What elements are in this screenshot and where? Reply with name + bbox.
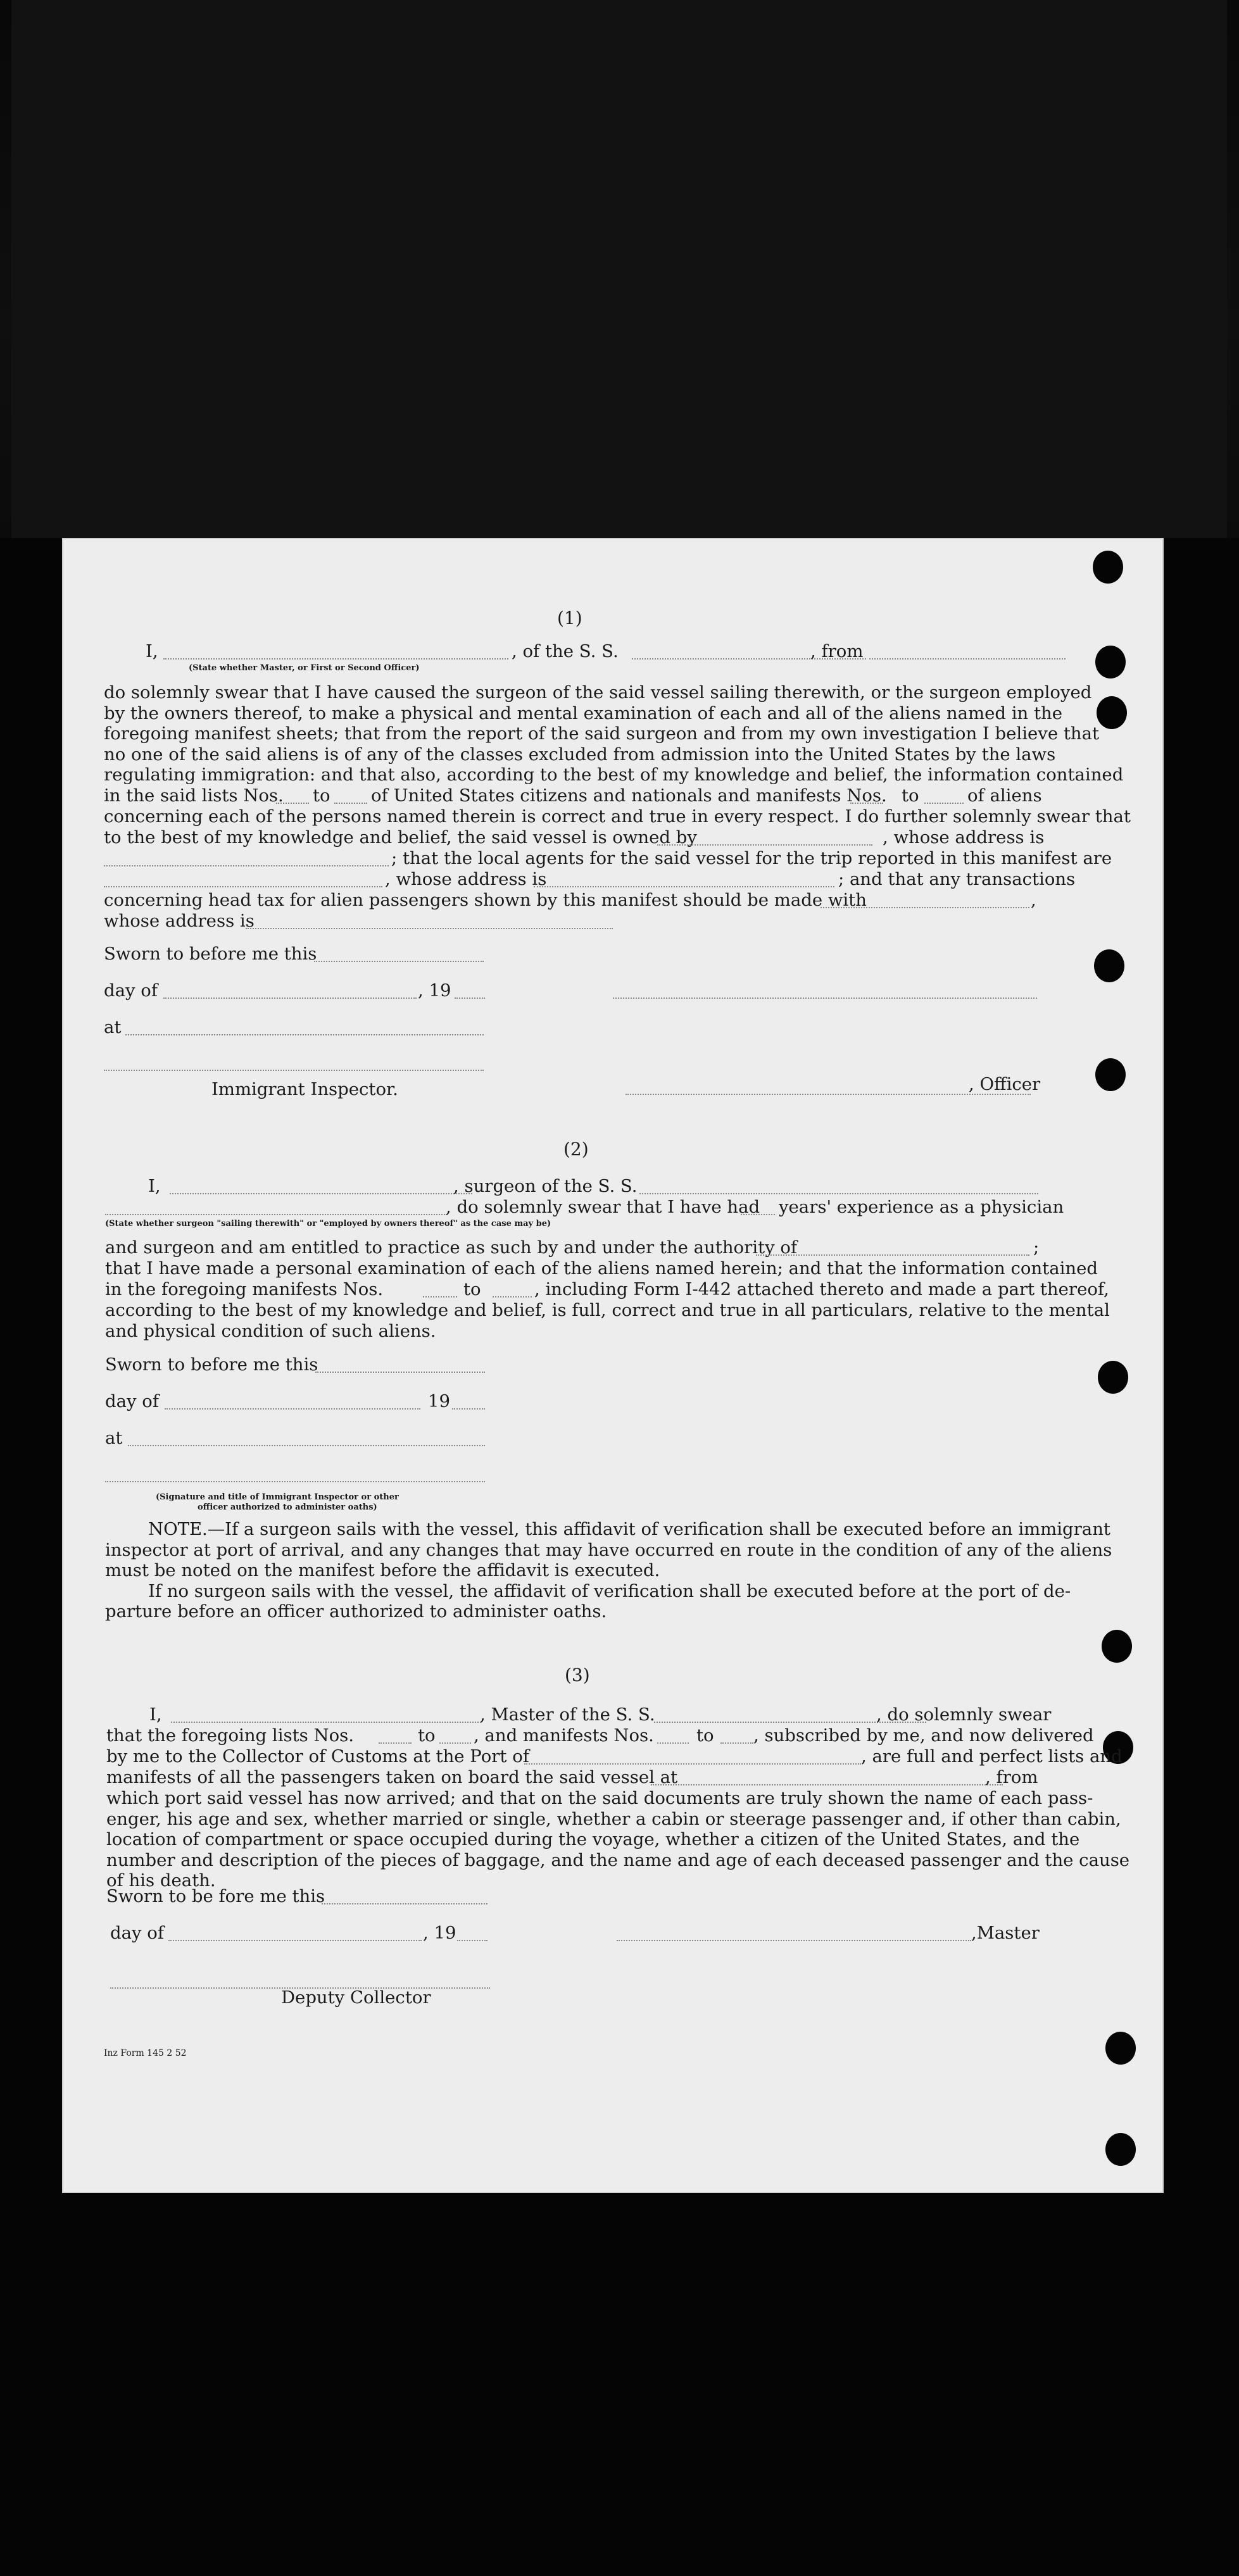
section-1-line: no one of the said aliens is of any of the classes excluded from admission into the United States by the laws xyxy=(104,744,1056,765)
section-2-surgeon-of: , surgeon of the S. S. xyxy=(453,1176,638,1196)
section-1-line: foregoing manifest sheets; that from the report of the said surgeon and from my own investigation I believe that xyxy=(104,723,1100,744)
section-1-line: do solemnly swear that I have caused the surgeon of the said vessel sailing therewith, or the surgeon employed xyxy=(104,682,1092,703)
section-3-to: to xyxy=(418,1725,436,1746)
section-3-day-field[interactable] xyxy=(168,1940,422,1941)
section-2-swear: , do solemnly swear that I have had xyxy=(446,1197,760,1217)
section-3-collector: by me to the Collector of Customs at the Port of xyxy=(106,1746,529,1766)
section-2-years: years' experience as a physician xyxy=(779,1197,1064,1217)
section-3-lists-from-field[interactable] xyxy=(379,1742,412,1744)
years-field[interactable] xyxy=(741,1214,775,1215)
section-3-sworn-field[interactable] xyxy=(322,1903,487,1904)
section-3-full-lists: , are full and perfect lists and xyxy=(861,1746,1123,1766)
section-1-of-aliens: of aliens xyxy=(967,785,1042,806)
section-3-subscribed: , subscribed by me, and now delivered xyxy=(753,1725,1094,1746)
section-3-intro: I, xyxy=(149,1704,162,1725)
section-3-master: ,Master xyxy=(971,1923,1040,1943)
section-1-owner-address-label: , whose address is xyxy=(883,827,1045,847)
section-1-agents-address-label: , whose address is xyxy=(385,869,547,889)
section-2-authority: and surgeon and am entitled to practice as such by and under the authority of xyxy=(105,1237,798,1258)
section-1-head-tax: concerning head tax for alien passengers shown by this manifest should be made with xyxy=(104,890,867,910)
surgeon-status-field[interactable] xyxy=(105,1214,447,1215)
scan-film-strip xyxy=(11,0,1227,538)
section-3-manifests-to-field[interactable] xyxy=(720,1742,753,1744)
section-1-transactions: ; and that any transactions xyxy=(838,869,1076,889)
section-1-manifests-label: of United States citizens and nationals and manifests Nos. xyxy=(371,785,887,806)
section-3-master-of: , Master of the S. S. xyxy=(480,1704,655,1725)
owner-address-field[interactable] xyxy=(104,865,389,866)
master-signature-field[interactable] xyxy=(617,1940,971,1941)
section-3-taken-on-board: manifests of all the passengers taken on board the said vessel at xyxy=(106,1767,678,1787)
section-2-day-field[interactable] xyxy=(165,1408,420,1410)
manifests-to-field[interactable] xyxy=(924,803,964,804)
section-3-to-2: to xyxy=(696,1725,714,1746)
section-2-signature-hint-2: officer authorized to administer oaths) xyxy=(198,1503,377,1512)
section-3-year: , 19 xyxy=(423,1923,456,1943)
section-2-to: to xyxy=(463,1279,481,1299)
authority-field[interactable] xyxy=(756,1254,1029,1256)
surgeon-note: NOTE.—If a surgeon sails with the vessel, this affidavit of verification shall be executed before an immigrant inspector at port of arrival, and any changes that may have occurred en route in the condition of any of the aliens must be noted on the manifest before the affidavit is executed. If no surgeon sails with the vessel, the affidavit of verification shall be executed before at the port of de- parture before an officer authorized to administer oaths. xyxy=(105,1519,1112,1622)
section-3-manifests-from-field[interactable] xyxy=(657,1742,689,1744)
section-1-to-2: to xyxy=(902,785,919,806)
section-2-at-field[interactable] xyxy=(128,1445,485,1446)
section-1-body xyxy=(104,682,1124,785)
section-2-line-4: that I have made a personal examination of each of the aliens named herein; and that the information contained xyxy=(105,1258,1098,1279)
section-2-manifests-to-field[interactable] xyxy=(493,1296,532,1297)
section-1-lists-label: in the said lists Nos. xyxy=(104,785,284,806)
from-port-field[interactable] xyxy=(869,658,1066,660)
section-3-lists-label: that the foregoing lists Nos. xyxy=(106,1725,354,1746)
section-1-year: , 19 xyxy=(418,980,451,1001)
section-3-lists-to-field[interactable] xyxy=(439,1742,471,1744)
section-3-day-of: day of xyxy=(110,1923,165,1943)
section-2-day-of: day of xyxy=(105,1391,160,1411)
head-tax-field[interactable] xyxy=(821,907,1029,908)
manifest-affidavit-page xyxy=(62,538,1164,2193)
section-2-form-i442: , including Form I-442 attached thereto and made a part thereof, xyxy=(534,1279,1109,1299)
section-1-line: by the owners thereof, to make a physical and mental examination of each and all of the aliens named in the xyxy=(104,703,1063,723)
section-2-manifests-from-field[interactable] xyxy=(423,1296,457,1297)
section-2-year-field[interactable] xyxy=(452,1408,485,1410)
section-1-whose-address: whose address is xyxy=(104,911,255,931)
day-of-field[interactable] xyxy=(163,997,417,999)
section-2-sworn: Sworn to before me this xyxy=(105,1354,318,1375)
section-1-day-of: day of xyxy=(104,980,158,1001)
section-3-body: which port said vessel has now arrived; and that on the said documents are truly shown the name of each pass- enger, his age and sex, whether married or single, whether a cabin or steerage passenger and, if other than cabin, location of compartment or space occupied during the voyage, whether a citizen of the United States, and the number and description of the pieces of baggage, and the name and age of each deceased passenger and the cause of his death. xyxy=(106,1788,1130,1891)
section-2-year: 19 xyxy=(428,1391,450,1411)
section-1-role-hint: (State whether Master, or First or Second Officer) xyxy=(189,663,420,673)
punch-hole xyxy=(1093,551,1123,584)
section-3-sworn: Sworn to be fore me this xyxy=(106,1886,325,1906)
surgeon-name-field[interactable] xyxy=(170,1193,472,1194)
section-2-sworn-field[interactable] xyxy=(315,1372,485,1373)
section-2-semicolon: ; xyxy=(1033,1237,1040,1258)
section-1-comma: , xyxy=(1031,890,1036,910)
section-1-sworn: Sworn to before me this xyxy=(104,944,317,964)
boarding-port-field[interactable] xyxy=(651,1784,1003,1785)
owner-field[interactable] xyxy=(657,844,872,846)
section-1-of-ss: , of the S. S. xyxy=(512,641,619,661)
punch-hole xyxy=(1095,1058,1126,1091)
section-2-line-6: according to the best of my knowledge and belief, is full, correct and true in all particulars, relative to the mental xyxy=(105,1300,1110,1320)
port-field[interactable] xyxy=(524,1763,861,1765)
section-2-intro: I, xyxy=(148,1176,161,1196)
punch-hole xyxy=(1097,696,1127,729)
section-1-intro: I, xyxy=(146,641,158,661)
section-1-agents: ; that the local agents for the said vessel for the trip reported in this manifest are xyxy=(391,848,1112,868)
section-3-manifests-label: , and manifests Nos. xyxy=(474,1725,654,1746)
sworn-date-field[interactable] xyxy=(314,961,484,962)
officer-signature-field[interactable] xyxy=(613,997,1037,999)
section-3-swear: , do solemnly swear xyxy=(876,1704,1052,1725)
section-1-officer: , Officer xyxy=(969,1074,1041,1094)
manifests-from-field[interactable] xyxy=(850,803,883,804)
punch-hole xyxy=(1095,646,1126,678)
lists-from-field[interactable] xyxy=(276,803,309,804)
section-1-from: , from xyxy=(810,641,864,661)
section-3-year-field[interactable] xyxy=(457,1940,487,1941)
at-place-field[interactable] xyxy=(125,1034,484,1035)
agents-address-field[interactable] xyxy=(534,886,834,887)
section-2-at: at xyxy=(105,1428,123,1448)
lists-to-field[interactable] xyxy=(334,803,367,804)
section-2-line-7: and physical condition of such aliens. xyxy=(105,1321,436,1341)
section-3-number: (3) xyxy=(565,1665,590,1685)
section-1-number: (1) xyxy=(557,608,582,628)
inspector-signature-field[interactable] xyxy=(104,1070,484,1071)
section-1-at: at xyxy=(104,1017,122,1037)
head-tax-address-field[interactable] xyxy=(246,928,613,929)
section-3-deputy: Deputy Collector xyxy=(281,1987,431,2008)
section-1-line-7: concerning each of the persons named therein is correct and true in every respect. I do further solemnly swear that xyxy=(104,806,1131,827)
section-3-from: , from xyxy=(985,1767,1038,1787)
section-2-hint: (State whether surgeon "sailing therewith" or "employed by owners thereof" as the case may be) xyxy=(105,1219,551,1229)
punch-hole xyxy=(1105,2032,1136,2065)
section-1-owned-by: to the best of my knowledge and belief, the said vessel is owned by xyxy=(104,827,697,847)
section-1-to: to xyxy=(313,785,330,806)
punch-hole xyxy=(1098,1361,1128,1394)
form-number: Inz Form 145 2 52 xyxy=(104,2048,187,2058)
section-2-signature-field[interactable] xyxy=(105,1481,485,1482)
section-2-number: (2) xyxy=(563,1139,589,1160)
master-name-field[interactable] xyxy=(171,1722,481,1723)
punch-hole xyxy=(1094,949,1124,982)
agents-field[interactable] xyxy=(104,886,382,887)
punch-hole xyxy=(1105,2133,1136,2166)
officer-name-field[interactable] xyxy=(163,658,508,660)
section-1-inspector: Immigrant Inspector. xyxy=(211,1079,398,1099)
section-2-vessel-field[interactable] xyxy=(639,1193,1038,1194)
section-2-signature-hint: (Signature and title of Immigrant Inspector or other xyxy=(156,1492,399,1502)
section-2-manifests-label: in the foregoing manifests Nos. xyxy=(105,1279,384,1299)
year-field[interactable] xyxy=(455,997,485,999)
section-1-line: regulating immigration: and that also, according to the best of my knowledge and belief, the information contained xyxy=(104,765,1124,785)
punch-hole xyxy=(1102,1630,1132,1663)
